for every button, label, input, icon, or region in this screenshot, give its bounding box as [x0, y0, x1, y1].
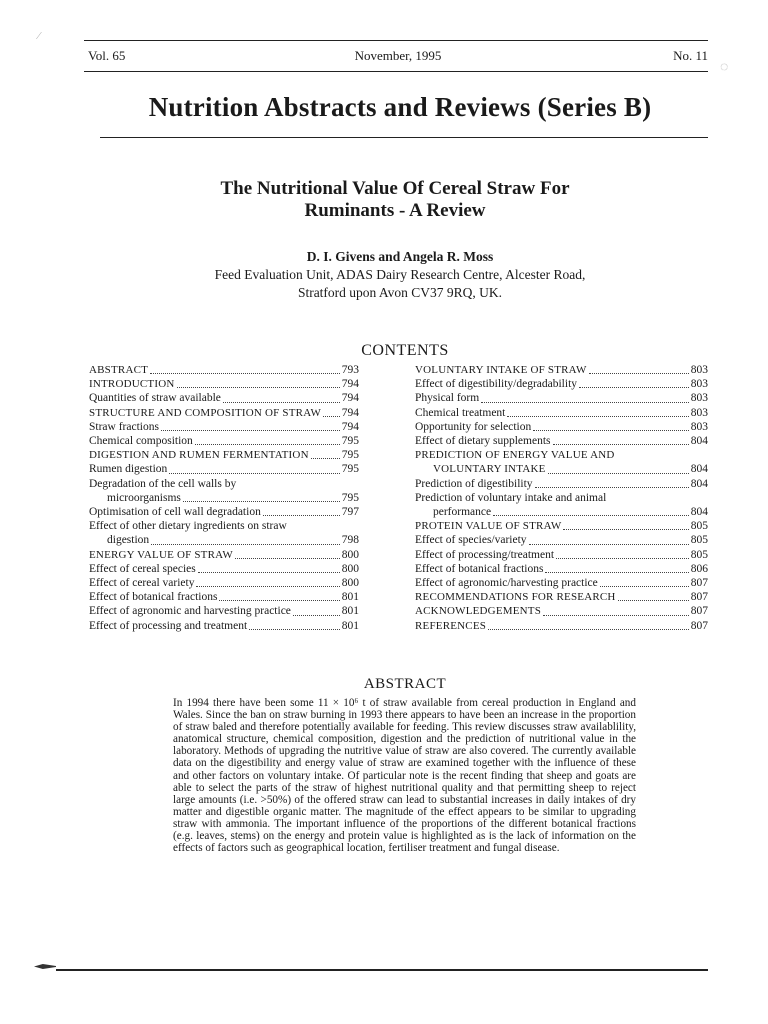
contents-leader-dots	[293, 615, 340, 616]
contents-entry-label: Effect of botanical fractions	[89, 591, 218, 604]
contents-entry-label: Effect of cereal variety	[89, 577, 195, 590]
footer-rule	[56, 969, 708, 971]
contents-leader-dots	[545, 572, 688, 573]
contents-entry-label: Physical form	[415, 392, 480, 405]
contents-entry	[89, 604, 359, 618]
contents-entry	[89, 548, 359, 562]
contents-entry-label: Degradation of the cell walls by	[89, 477, 237, 490]
journal-title: Nutrition Abstracts and Reviews (Series B)	[148, 92, 652, 122]
contents-entry-page: 807	[690, 591, 708, 604]
contents-leader-dots	[219, 600, 339, 601]
contents-entry	[415, 462, 708, 476]
scan-artifact: ⁄	[38, 30, 40, 42]
contents-entry	[89, 448, 359, 462]
contents-leader-dots	[249, 629, 340, 630]
contents-entry-label: performance	[433, 506, 492, 519]
contents-entry-label: Effect of botanical fractions	[415, 562, 544, 575]
contents-entry-page: 803	[690, 364, 708, 376]
contents-leader-dots	[553, 444, 689, 445]
contents-entry-label: Effect of dietary supplements	[415, 435, 551, 448]
contents-entry-page: 806	[690, 562, 708, 575]
contents-leader-dots	[548, 473, 689, 474]
contents-entry-label: Effect of agronomic/harvesting practice	[415, 577, 598, 590]
contents-entry-label: Effect of processing and treatment	[89, 619, 248, 632]
contents-leader-dots	[323, 416, 340, 417]
article-title	[160, 178, 630, 222]
scan-arrow-mark	[34, 964, 56, 969]
contents-entry-label: Straw fractions	[89, 420, 159, 433]
contents-entry-page: 794	[341, 406, 359, 419]
affiliation-line-2: Stratford upon Avon CV37 9RQ, UK.	[297, 285, 503, 300]
contents-entry	[89, 590, 359, 604]
journal-title-rule	[100, 137, 708, 138]
contents-leader-dots	[507, 416, 688, 417]
contents-entry-label: Prediction of digestibility	[415, 477, 533, 490]
contents-entry-page: 807	[690, 605, 708, 618]
contents-entry	[415, 619, 708, 633]
contents-entry-page: 804	[690, 435, 708, 448]
contents-entry-label: Effect of cereal species	[89, 562, 196, 575]
contents-entry-label: VOLUNTARY INTAKE	[433, 463, 546, 476]
abstract-heading: ABSTRACT	[363, 676, 447, 692]
contents-entry-page: 794	[341, 420, 359, 433]
contents-column-left	[89, 363, 359, 633]
contents-leader-dots	[488, 629, 689, 630]
contents-leader-dots	[150, 373, 340, 374]
issue-number: No. 11	[673, 48, 708, 63]
contents-entry-label: ACKNOWLEDGEMENTS	[415, 605, 542, 618]
contents-entry	[415, 604, 708, 618]
contents-entry-label: INTRODUCTION	[89, 378, 175, 391]
contents-entry-label: Rumen digestion	[89, 463, 168, 476]
contents-entry-label: PROTEIN VALUE OF STRAW	[415, 520, 562, 533]
contents-entry	[89, 420, 359, 434]
contents-entry	[89, 391, 359, 405]
contents-entry-page: 793	[341, 364, 359, 376]
contents-leader-dots	[196, 586, 339, 587]
contents-leader-dots	[161, 430, 340, 431]
contents-entry	[89, 505, 359, 519]
author-block	[150, 248, 650, 302]
contents-entry-page: 795	[341, 435, 359, 448]
contents-entry-label: microorganisms	[107, 491, 181, 504]
contents-entry-page: 794	[341, 378, 359, 391]
abstract-text: In 1994 there have been some 11 × 10⁶ t of straw available from cereal production in England and Wales. Since the ban on straw burning in 1993 there appears to have been an increase in the proportion of straw baled and therefore potentially available for feeding. This review discusses straw availablility, anatomical structure, chemical composition, digestion and the prediction of nutritional value in the laboratory. Methods of upgrading the nutritive value of straw are also covered. The currently available data on the digestibility and energy value of straw are examined together with the influence of these and other factors on voluntary intake. Of particular note is the recent finding that sheep and goats are able to select the parts of the straw of highest nutritional quality and that permitting sheep to reject large amounts (i.e. >50%) of the offered straw can lead to substantial increases in daily intakes of dry matter and digestible organic matter. The magnitude of the effect appears to be similar to upgrading straw with ammonia. The important influence of the proportions of the different botanical fractions (e.g. leaves, stems) on the energy and protein value is highlighted as is the lack of information on the effects of factors such as geographical location, fertiliser treatment and fungal disease.	[173, 697, 636, 855]
contents-leader-dots	[493, 515, 689, 516]
contents-entry-label: RECOMMENDATIONS FOR RESEARCH	[415, 591, 616, 604]
contents-entry-page: 804	[690, 506, 708, 519]
contents-entry-label: Quantities of straw available	[89, 392, 221, 405]
contents-leader-dots	[529, 544, 689, 545]
contents-entry-label: VOLUNTARY INTAKE OF STRAW	[415, 364, 587, 376]
issue-date: November, 1995	[354, 48, 442, 63]
contents-entry-label: REFERENCES	[415, 619, 487, 632]
contents-entry-page: 795	[341, 449, 359, 462]
contents-entry-label: Effect of processing/treatment	[415, 548, 555, 561]
contents-entry	[415, 519, 708, 533]
contents-entry-label: Chemical treatment	[415, 406, 506, 419]
header-top-rule	[84, 40, 708, 41]
contents-entry	[89, 363, 359, 377]
contents-entry	[415, 576, 708, 590]
contents-entry	[415, 363, 708, 377]
contents-leader-dots	[223, 402, 340, 403]
contents-entry-page: 803	[690, 420, 708, 433]
contents-entry-page: 801	[341, 605, 359, 618]
article-title-line-2: Ruminants - A Review	[304, 200, 486, 221]
contents-entry-page: 798	[341, 534, 359, 547]
contents-entry-page: 797	[341, 506, 359, 519]
affiliation-line-1: Feed Evaluation Unit, ADAS Dairy Research Centre, Alcester Road,	[214, 267, 586, 282]
contents-entry	[415, 377, 708, 391]
contents-entry-label: STRUCTURE AND COMPOSITION OF STRAW	[89, 406, 322, 419]
contents-entry	[89, 576, 359, 590]
contents-leader-dots	[589, 373, 689, 374]
contents-entry-page: 807	[690, 577, 708, 590]
contents-entry	[89, 462, 359, 476]
contents-entry-label: Effect of other dietary ingredients on straw	[89, 520, 287, 533]
contents-leader-dots	[481, 402, 689, 403]
contents-leader-dots	[183, 501, 340, 502]
article-title-line-1: The Nutritional Value Of Cereal Straw For	[220, 178, 570, 199]
contents-entry-page: 800	[341, 577, 359, 590]
contents-entry-label: Prediction of voluntary intake and animal	[415, 491, 607, 504]
contents-entry-label: DIGESTION AND RUMEN FERMENTATION	[89, 449, 309, 462]
contents-entry-page: 795	[341, 491, 359, 504]
contents-entry	[415, 533, 708, 547]
contents-entry-page: 805	[690, 548, 708, 561]
contents-leader-dots	[618, 600, 689, 601]
contents-column-right	[415, 363, 708, 633]
contents-entry-page: 803	[690, 378, 708, 391]
scan-artifact: ◌	[720, 60, 729, 75]
contents-leader-dots	[556, 558, 689, 559]
contents-leader-dots	[535, 487, 689, 488]
contents-leader-dots	[169, 473, 339, 474]
contents-leader-dots	[543, 615, 689, 616]
contents-leader-dots	[311, 458, 340, 459]
contents-leader-dots	[195, 444, 340, 445]
contents-entry-label: Effect of digestibility/degradability	[415, 378, 578, 391]
contents-entry-page: 800	[341, 562, 359, 575]
volume-number: Vol. 65	[88, 48, 126, 63]
contents-entry-page: 804	[690, 463, 708, 476]
contents-entry	[89, 406, 359, 420]
contents-leader-dots	[533, 430, 688, 431]
contents-entry-page: 803	[690, 406, 708, 419]
contents-entry-page: 804	[690, 477, 708, 490]
contents-entry	[415, 505, 708, 519]
contents-entry-page: 805	[690, 520, 708, 533]
contents-entry-label: digestion	[107, 534, 150, 547]
contents-entry-page: 807	[690, 619, 708, 632]
contents-entry	[415, 477, 708, 491]
contents-entry	[89, 377, 359, 391]
contents-entry-page: 801	[341, 619, 359, 632]
contents-leader-dots	[177, 387, 340, 388]
contents-leader-dots	[235, 558, 340, 559]
contents-entry-label: Optimisation of cell wall degradation	[89, 506, 261, 519]
contents-entry-page: 803	[690, 392, 708, 405]
contents-leader-dots	[198, 572, 340, 573]
contents-entry-label: ENERGY VALUE OF STRAW	[89, 548, 233, 561]
contents-entry	[89, 533, 359, 547]
contents-entry-label: ABSTRACT	[89, 364, 149, 376]
contents-heading: CONTENTS	[361, 342, 449, 359]
contents-entry-label: Effect of agronomic and harvesting practice	[89, 605, 291, 618]
author-names: D. I. Givens and Angela R. Moss	[306, 249, 494, 264]
contents-entry-page: 800	[341, 548, 359, 561]
journal-header	[88, 48, 708, 66]
contents-entry-page: 794	[341, 392, 359, 405]
contents-entry	[89, 562, 359, 576]
header-bottom-rule	[84, 71, 708, 72]
contents-entry-page: 801	[341, 591, 359, 604]
contents-entry	[415, 391, 708, 405]
contents-entry	[415, 562, 708, 576]
contents-entry-label: Opportunity for selection	[415, 420, 532, 433]
contents-entry-label: PREDICTION OF ENERGY VALUE AND	[415, 449, 615, 462]
contents-leader-dots	[263, 515, 340, 516]
contents-leader-dots	[600, 586, 689, 587]
contents-entry	[89, 619, 359, 633]
contents-leader-dots	[579, 387, 689, 388]
contents-entry	[415, 590, 708, 604]
contents-entry	[89, 491, 359, 505]
contents-entry-label: Chemical composition	[89, 435, 193, 448]
contents-entry-page: 795	[341, 463, 359, 476]
contents-entry-label: Effect of species/variety	[415, 534, 527, 547]
contents-entry	[415, 420, 708, 434]
contents-leader-dots	[563, 529, 688, 530]
contents-entry-page: 805	[690, 534, 708, 547]
contents-entry	[89, 434, 359, 448]
contents-entry	[415, 406, 708, 420]
contents-entry	[415, 434, 708, 448]
contents-entry	[415, 548, 708, 562]
contents-leader-dots	[151, 544, 340, 545]
